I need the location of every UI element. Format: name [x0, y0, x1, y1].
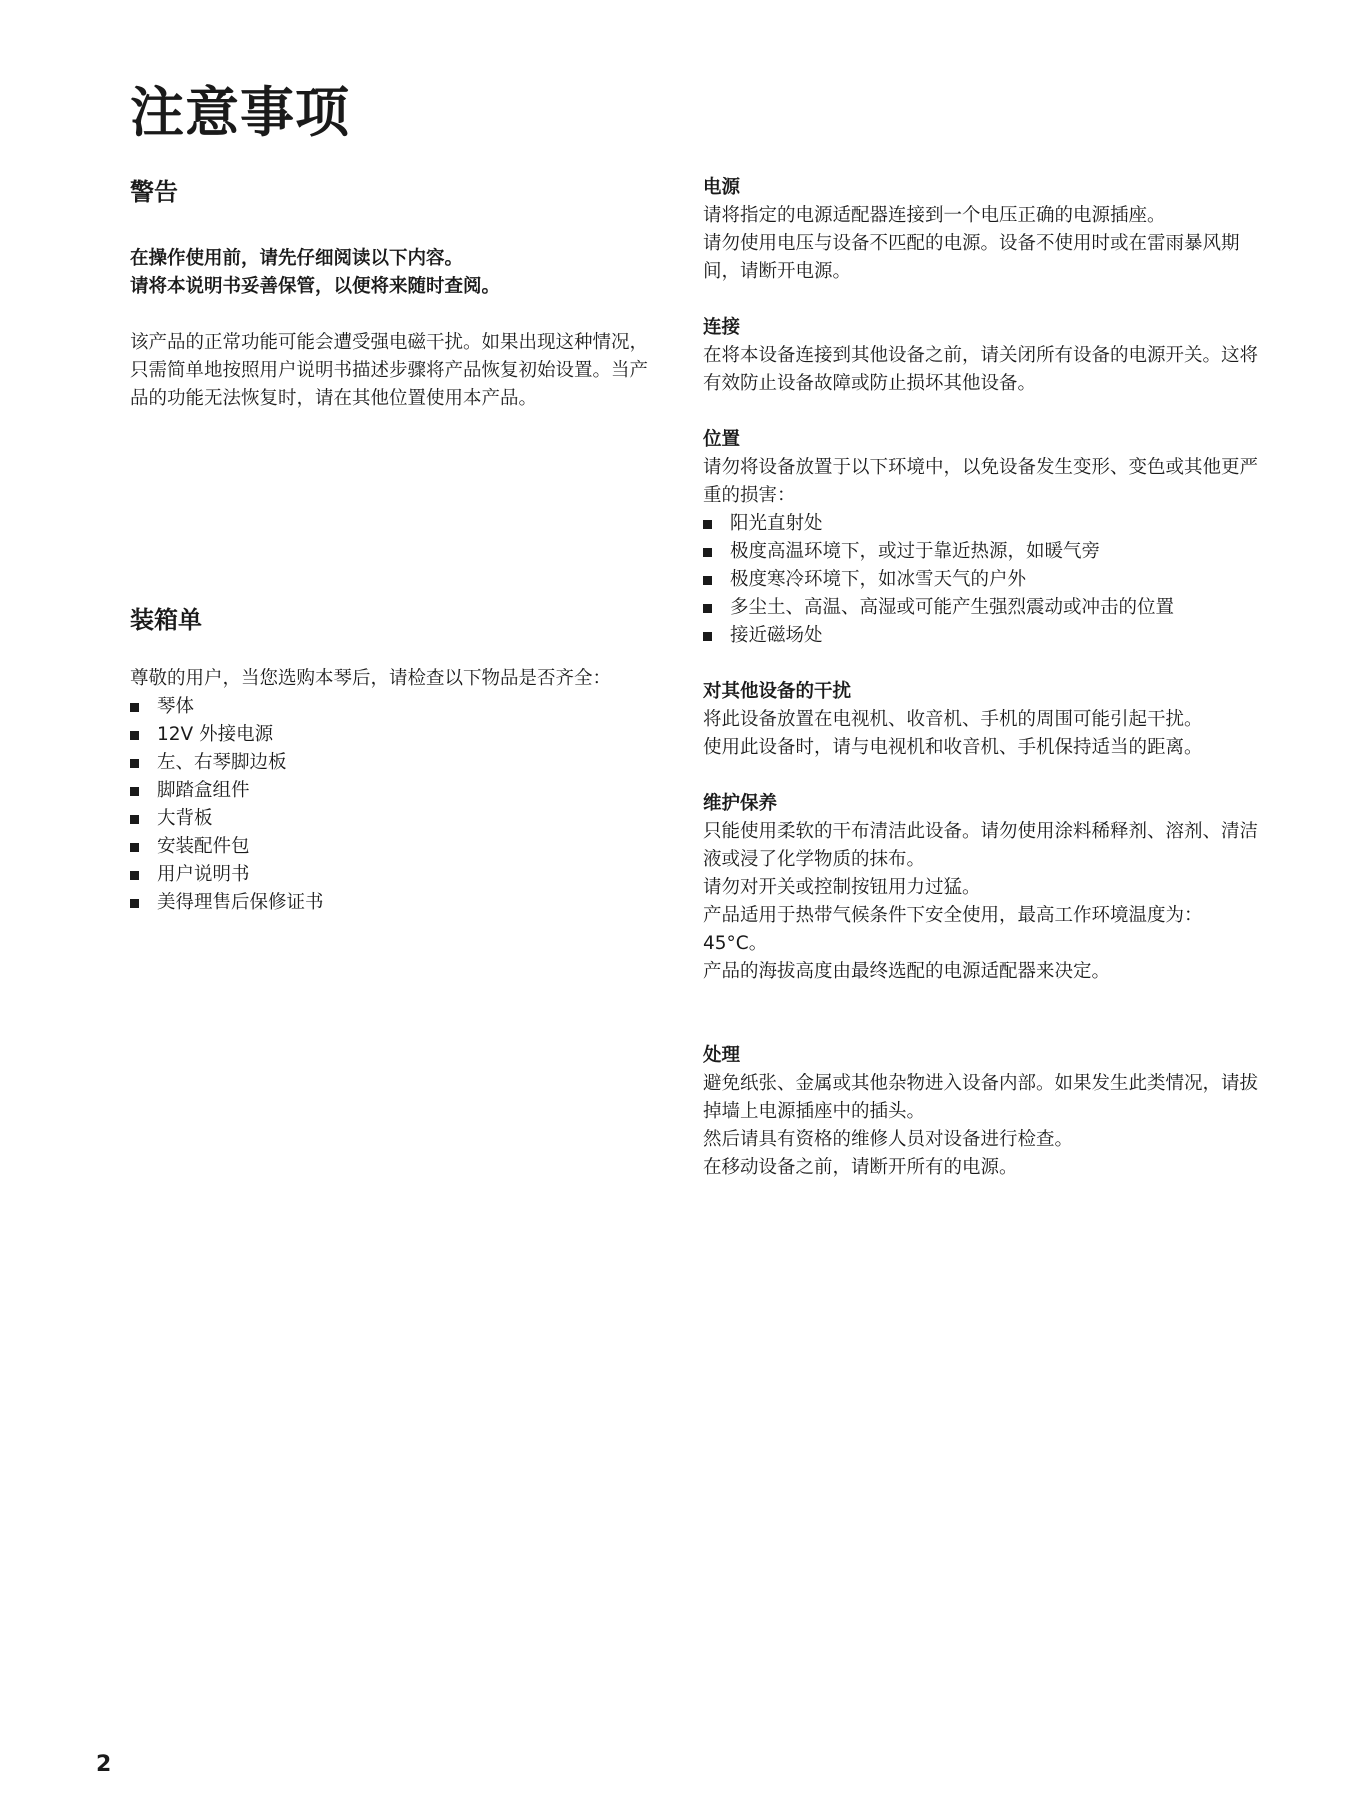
square-bullet-icon [130, 843, 139, 852]
packing-section [130, 600, 650, 917]
packing-heading: 装箱单 [130, 606, 202, 634]
location-heading: 位置 [703, 429, 741, 450]
square-bullet-icon [703, 604, 712, 613]
handling-line-3: 在移动设备之前，请断开所有的电源。 [703, 1157, 1018, 1178]
maintenance-line-3: 产品适用于热带气候条件下安全使用，最高工作环境温度为：45°C。 [703, 905, 1203, 954]
left-column [130, 172, 650, 913]
maintenance-heading: 维护保养 [703, 793, 778, 814]
maintenance-line-2: 请勿对开关或控制按钮用力过猛。 [703, 877, 981, 898]
list-item: 大背板 [130, 805, 650, 833]
packing-intro: 尊敬的用户，当您选购本琴后，请检查以下物品是否齐全： [130, 668, 612, 689]
page-title: 注意事项 [130, 81, 350, 144]
maintenance-line-4: 产品的海拔高度由最终选配的电源适配器来决定。 [703, 961, 1111, 982]
list-item: 美得理售后保修证书 [130, 889, 650, 917]
square-bullet-icon [130, 759, 139, 768]
connection-section [703, 314, 1263, 398]
square-bullet-icon [130, 871, 139, 880]
power-section [703, 174, 1263, 286]
square-bullet-icon [130, 731, 139, 740]
square-bullet-icon [703, 576, 712, 585]
warning-bold-line-1: 在操作使用前，请先仔细阅读以下内容。 [130, 248, 464, 269]
handling-line-1: 避免纸张、金属或其他杂物进入设备内部。如果发生此类情况，请拔掉墙上电源插座中的插头。 [703, 1073, 1259, 1122]
list-item: 极度寒冷环境下，如冰雪天气的户外 [703, 566, 1263, 594]
list-item: 接近磁场处 [703, 622, 1263, 650]
list-item: 极度高温环境下，或过于靠近热源，如暖气旁 [703, 538, 1263, 566]
connection-text: 在将本设备连接到其他设备之前，请关闭所有设备的电源开关。这将有效防止设备故障或防止损坏其他设备。 [703, 345, 1259, 394]
square-bullet-icon [703, 520, 712, 529]
warning-heading: 警告 [130, 178, 178, 206]
power-line-2: 请勿使用电压与设备不匹配的电源。设备不使用时或在雷雨暴风期间，请断开电源。 [703, 233, 1240, 282]
list-item: 用户说明书 [130, 861, 650, 889]
list-item: 安装配件包 [130, 833, 650, 861]
square-bullet-icon [130, 899, 139, 908]
maintenance-line-1: 只能使用柔软的干布清洁此设备。请勿使用涂料稀释剂、溶剂、清洁液或浸了化学物质的抹布。 [703, 821, 1259, 870]
location-text: 请勿将设备放置于以下环境中，以免设备发生变形、变色或其他更严重的损害： [703, 457, 1259, 506]
list-item: 脚踏盒组件 [130, 777, 650, 805]
list-item: 左、右琴脚边板 [130, 749, 650, 777]
handling-section [703, 1042, 1263, 1182]
interference-heading: 对其他设备的干扰 [703, 681, 852, 702]
maintenance-section [703, 790, 1263, 986]
square-bullet-icon [703, 548, 712, 557]
square-bullet-icon [703, 632, 712, 641]
right-column [703, 174, 1263, 1182]
connection-heading: 连接 [703, 317, 741, 338]
warning-paragraph: 该产品的正常功能可能会遭受强电磁干扰。如果出现这种情况，只需简单地按照用户说明书描述步骤将产品恢复初始设置。当产品的功能无法恢复时，请在其他位置使用本产品。 [130, 332, 649, 409]
power-heading: 电源 [703, 177, 741, 198]
square-bullet-icon [130, 787, 139, 796]
interference-section [703, 678, 1263, 762]
warning-bold-line-2: 请将本说明书妥善保管，以便将来随时查阅。 [130, 276, 501, 297]
power-line-1: 请将指定的电源适配器连接到一个电压正确的电源插座。 [703, 205, 1166, 226]
square-bullet-icon [130, 815, 139, 824]
location-section [703, 426, 1263, 650]
list-item: 琴体 [130, 693, 650, 721]
square-bullet-icon [130, 703, 139, 712]
interference-line-1: 将此设备放置在电视机、收音机、手机的周围可能引起干扰。 [703, 709, 1203, 730]
list-item: 12V 外接电源 [130, 721, 650, 749]
handling-line-2: 然后请具有资格的维修人员对设备进行检查。 [703, 1129, 1074, 1150]
handling-heading: 处理 [703, 1045, 741, 1066]
warning-section [130, 172, 650, 413]
list-item: 多尘土、高温、高湿或可能产生强烈震动或冲击的位置 [703, 594, 1263, 622]
page-number: 2 [96, 1752, 112, 1777]
packing-list [130, 693, 650, 917]
list-item: 阳光直射处 [703, 510, 1263, 538]
location-list [703, 510, 1263, 650]
interference-line-2: 使用此设备时，请与电视机和收音机、手机保持适当的距离。 [703, 737, 1203, 758]
